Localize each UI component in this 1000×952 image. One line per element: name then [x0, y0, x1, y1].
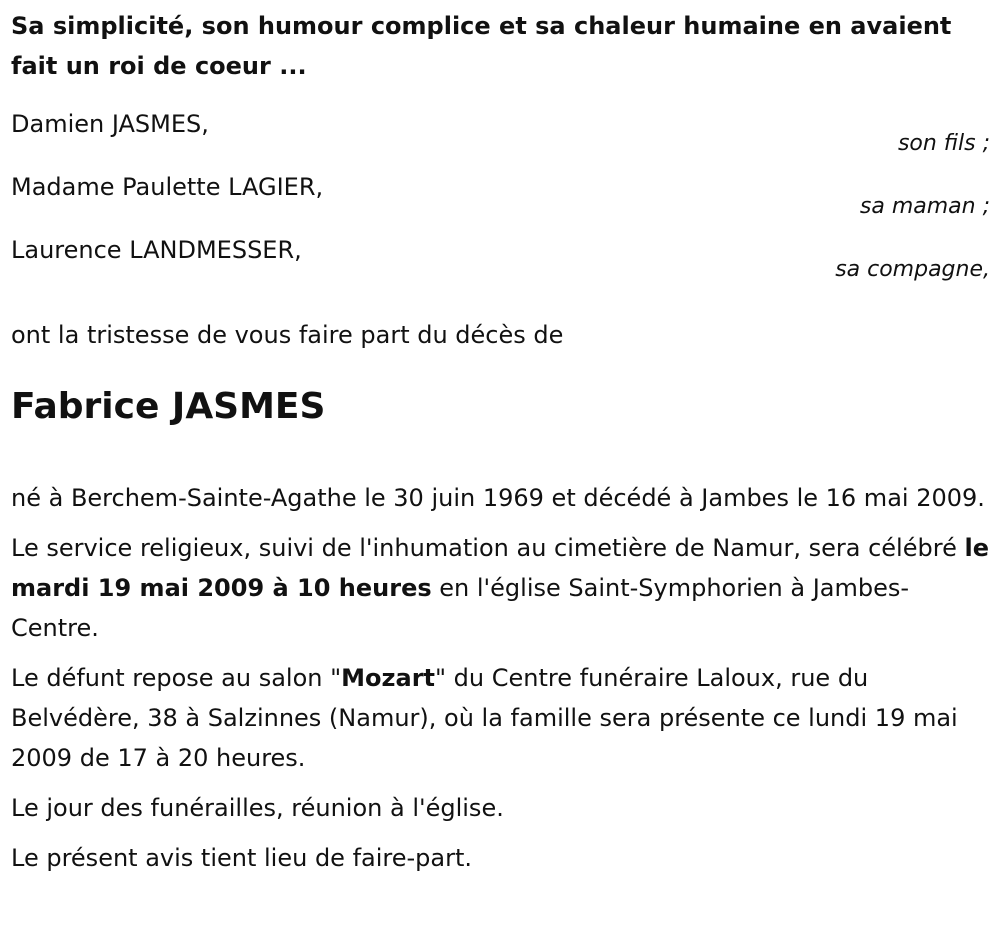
deceased-name: Fabrice JASMES [11, 386, 326, 427]
relative-entry [11, 169, 990, 232]
notice-text: Le présent avis tient lieu de faire-part. [11, 844, 473, 872]
service-text-before: Le service religieux, suivi de l'inhumation au cimetière de Namur, sera célébré [11, 534, 965, 562]
salon-text [11, 658, 990, 778]
service-date-emphasis: le mardi 19 mai 2009 à 10 heures [11, 534, 989, 602]
relative-role: sa compagne, [835, 257, 990, 282]
relative-name: Damien JASMES, [11, 110, 209, 138]
birth-death-text: né à Berchem-Sainte-Agathe le 30 juin 1969 et décédé à Jambes le 16 mai 2009. [11, 484, 985, 512]
salon-text-before: Le défunt repose au salon " [11, 664, 342, 692]
funeral-day-text: Le jour des funérailles, réunion à l'église. [11, 794, 504, 822]
relative-entry [11, 106, 990, 169]
relative-entry [11, 232, 990, 295]
salon-name-emphasis: Mozart [341, 664, 436, 692]
intro-tribute: Sa simplicité, son humour complice et sa chaleur humaine en avaient fait un roi de coeur ... [11, 12, 952, 80]
relatives-list [11, 106, 990, 295]
relative-name: Madame Paulette LAGIER, [11, 173, 324, 201]
relative-role: son fils ; [897, 131, 990, 156]
announcement-text: ont la tristesse de vous faire part du décès de [11, 321, 564, 349]
salon-text-after: " du Centre funéraire Laloux, rue du Belvédère, 38 à Salzinnes (Namur), où la famille sera présente ce lundi 19 mai 2009 de 17 à 20 heures. [11, 664, 958, 772]
relative-role: sa maman ; [859, 194, 990, 219]
service-text [11, 528, 990, 648]
service-text-after: en l'église Saint-Symphorien à Jambes-Centre. [11, 574, 910, 642]
relative-name: Laurence LANDMESSER, [11, 236, 302, 264]
